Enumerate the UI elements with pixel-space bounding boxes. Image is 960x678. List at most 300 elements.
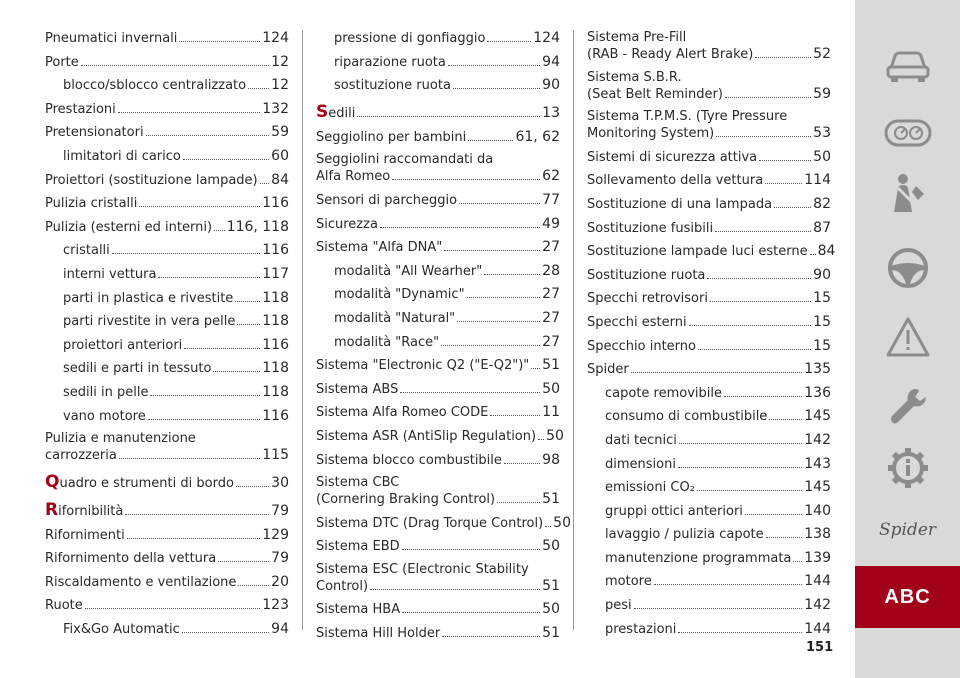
index-entry [45,337,289,354]
entry-label-cont: carrozzeria [45,448,117,464]
index-entry-line [316,562,560,578]
entry-page: 116 [262,242,289,259]
entry-page: 87 [813,219,831,236]
entry-page: 116 [262,407,289,424]
index-entry [316,381,560,398]
index-entry [45,408,289,425]
leader-dots [148,419,261,420]
entry-page: 59 [813,85,831,102]
entry-page: 62 [542,168,560,185]
leader-dots [184,348,260,349]
entry-page: 12 [271,53,289,70]
leader-dots [112,253,260,254]
leader-dots [158,277,260,278]
entry-page: 11 [542,404,560,421]
leader-dots [127,538,261,539]
entry-label: Sistema Alfa Romeo CODE [316,405,489,421]
leader-dots [765,183,802,184]
leader-dots [248,88,269,89]
entry-label: Fix&Go Automatic [63,622,180,638]
index-entry [45,77,289,94]
leader-dots [237,324,260,325]
leader-dots [755,57,811,58]
entry-page: 27 [542,286,560,303]
index-entry [45,502,289,520]
entry-label: ifornibilità [58,504,124,520]
entry-label: Porte [45,54,79,70]
entry-page: 144 [804,573,831,590]
entry-label: Rifornimenti [45,527,125,543]
entry-label: Sostituzione lampade luci esterne [587,244,808,260]
warning-triangle-icon[interactable] [855,316,960,358]
index-entry [587,30,831,63]
index-entry [45,124,289,141]
index-entry [587,408,831,425]
entry-label: Rifornimento della vettura [45,551,217,567]
entry-label: Riscaldamento e ventilazione [45,574,237,590]
leader-dots [679,443,802,444]
entry-label: Sistema S.B.R. [587,69,682,85]
index-entry [45,527,289,544]
index-entry-line [587,125,831,142]
index-entry [45,195,289,212]
entry-label: sedili e parti in tessuto [63,361,212,377]
entry-label: prestazioni [605,621,677,637]
index-entry [45,30,289,47]
leader-dots [793,561,802,562]
entry-label: modalità "All Wearher" [334,263,483,279]
leader-dots [150,395,260,396]
leader-dots [459,203,540,204]
index-column-3 [587,30,836,644]
entry-page: 50 [542,601,560,618]
leader-dots [689,325,812,326]
index-entry [45,219,289,236]
entry-label: Spider [587,362,629,378]
index-entry-line [316,152,560,168]
index-entry [45,54,289,71]
entry-label: sedili in pelle [63,384,149,400]
entry-label: Sensori di parcheggio [316,192,458,208]
entry-label-cont: Alfa Romeo [316,169,391,185]
entry-label: Sostituzione fusibili [587,220,714,236]
index-entry [45,431,289,464]
entry-page: 27 [542,333,560,350]
entry-page: 116 [262,195,289,212]
entry-label: Sistema HBA [316,602,401,618]
entry-label: interni vettura [63,266,157,282]
entry-label: Sistema Hill Holder [316,626,441,642]
entry-label: modalità "Race" [334,334,440,350]
entry-label: Sistema DTC (Drag Torque Control) [316,515,544,531]
entry-page: 50 [542,538,560,555]
entry-page: 116 [262,336,289,353]
leader-dots [179,41,260,42]
entry-page: 94 [271,621,289,638]
leader-dots [119,458,260,459]
index-entry [587,456,831,473]
index-entry [587,149,831,166]
entry-label: emissioni CO₂ [605,480,695,496]
entry-label: Prestazioni [45,101,116,117]
index-entry [587,573,831,590]
leader-dots [139,206,260,207]
index-entry [587,597,831,614]
index-entry [316,129,560,146]
column-divider [302,30,303,630]
leader-dots [214,230,225,231]
leader-dots [125,514,269,515]
seatbelt-person-icon[interactable] [855,172,960,216]
index-entry [45,597,289,614]
index-entry-line [316,491,560,508]
leader-dots [453,88,540,89]
leader-dots [357,116,540,117]
entry-label: Ruote [45,598,83,614]
gear-info-icon[interactable] [855,446,960,490]
leader-dots [85,608,261,609]
column-divider [573,30,574,630]
leader-dots [724,396,802,397]
index-entry [316,239,560,256]
entry-label-cont: Control) [316,578,369,594]
entry-page: 15 [813,313,831,330]
dashboard-gauges-icon[interactable] [855,118,960,148]
entry-label: Sistema Pre-Fill [587,30,687,45]
index-entry-line [45,431,289,447]
leader-dots [745,514,802,515]
leader-dots [759,160,811,161]
leader-dots [444,250,540,251]
index-entry [45,313,289,330]
leader-dots [697,490,802,491]
wrench-icon[interactable] [855,385,960,429]
entry-page: 27 [542,239,560,256]
index-entry-line [316,475,560,491]
leader-dots [392,179,540,180]
leader-dots [402,612,540,613]
index-entry [587,70,831,103]
leader-dots [183,159,269,160]
index-entry [587,385,831,402]
leader-dots [402,549,541,550]
leader-dots [182,632,269,633]
index-entry-line [316,578,560,595]
entry-page: 51 [542,357,560,374]
entry-label-cont: Monitoring System) [587,126,715,142]
leader-dots [118,112,261,113]
tab-abc[interactable]: ABC [855,566,960,628]
entry-label: modalità "Natural" [334,310,456,326]
entry-page: 15 [813,290,831,307]
entry-page: 132 [262,100,289,117]
index-entry [587,196,831,213]
leader-dots [766,537,803,538]
entry-page: 139 [804,549,831,566]
entry-label: lavaggio / pulizia capote [605,527,764,543]
entry-page: 136 [804,384,831,401]
leader-dots [716,136,811,137]
entry-page: 51 [542,491,560,508]
entry-label: Seggiolini raccomandati da [316,152,494,168]
entry-page: 90 [542,77,560,94]
index-entry-line [587,70,831,86]
section-letter: Q [45,472,60,493]
entry-label: cristalli [63,243,110,259]
leader-dots [631,372,803,373]
index-entry [45,266,289,283]
entry-label: pesi [605,598,632,614]
entry-label: Sicurezza [316,216,378,232]
index-entry [316,192,560,209]
entry-label: Sistema "Electronic Q2 ("E-Q2")" [316,358,530,374]
entry-page: 77 [542,191,560,208]
index-entry [316,625,560,642]
entry-page: 94 [542,53,560,70]
entry-page: 124 [262,30,289,46]
leader-dots [457,321,540,322]
entry-label-cont: (RAB - Ready Alert Brake) [587,47,754,62]
entry-label: Sistema T.P.M.S. (Tyre Pressure [587,109,788,125]
entry-page: 79 [271,550,289,567]
entry-label: manutenzione programmata [605,550,792,566]
index-entry [587,526,831,543]
index-entry [316,77,560,94]
index-entry [587,290,831,307]
leader-dots [707,278,811,279]
entry-page: 49 [542,215,560,232]
entry-label: uadro e strumenti di bordo [59,476,234,492]
entry-label: dati tecnici [605,432,677,448]
index-entry-line [45,447,289,464]
leader-dots [531,368,540,369]
entry-label: Seggiolino per bambini [316,129,467,145]
leader-dots [235,301,260,302]
leader-dots [490,415,540,416]
leader-dots [715,231,811,232]
index-entry [316,475,560,508]
entry-label: Specchi esterni [587,314,687,330]
index-entry [587,243,836,260]
entry-label: sostituzione ruota [334,78,451,94]
index-entry [587,621,831,638]
spider-logo: Spider [878,520,937,540]
leader-dots [448,65,540,66]
entry-label: dimensioni [605,456,676,472]
index-column-1 [45,30,289,645]
page-number: 151 [806,640,834,655]
leader-dots [146,135,270,136]
entry-label: Sistema CBC [316,475,400,491]
entry-page: 61, 62 [515,128,560,145]
index-entry [316,286,560,303]
entry-page: 118 [262,360,289,377]
index-entry [45,148,289,165]
index-entry-line [316,168,560,185]
entry-label: Pulizia e manutenzione [45,431,196,447]
entry-page: 60 [271,147,289,164]
index-entry [316,562,560,595]
entry-label: Specchi retrovisori [587,291,708,307]
leader-dots [654,584,803,585]
entry-label: riparazione ruota [334,54,446,70]
entry-label: Pulizia cristalli [45,196,138,212]
entry-page: 79 [271,503,289,520]
index-entry [316,216,560,233]
entry-page: 50 [553,514,571,531]
leader-dots [238,585,269,586]
entry-label: Sistemi di sicurezza attiva [587,149,758,165]
entry-page: 145 [804,479,831,496]
entry-label: Sistema ESC (Electronic Stability [316,561,529,577]
index-entry [587,338,831,355]
entry-page: 143 [804,455,831,472]
entry-page: 135 [804,361,831,378]
entry-page: 142 [804,431,831,448]
entry-page: 140 [804,502,831,519]
entry-page: 20 [271,573,289,590]
entry-label: gruppi ottici anteriori [605,503,743,519]
index-entry [316,54,560,71]
leader-dots [497,502,540,503]
index-entry [316,152,560,185]
entry-page: 50 [542,380,560,397]
leader-dots [467,297,541,298]
index-entry [45,101,289,118]
leader-dots [545,526,551,527]
index-entry [316,30,560,47]
entry-label: modalità "Dynamic" [334,287,465,303]
leader-dots [260,183,270,184]
entry-page: 51 [542,577,560,594]
entry-page: 142 [804,597,831,614]
entry-page: 145 [804,408,831,425]
index-entry [316,514,571,532]
index-entry [587,172,831,189]
entry-page: 90 [813,266,831,283]
index-entry [45,574,289,591]
entry-page: 51 [542,625,560,642]
entry-page: 30 [271,475,289,492]
entry-page: 98 [542,451,560,468]
leader-dots [380,227,540,228]
entry-label: limitatori di carico [63,148,181,164]
entry-page: 53 [813,125,831,142]
index-entry [316,263,560,280]
index-entry [316,310,560,327]
leader-dots [538,439,544,440]
index-entry [45,384,289,401]
index-entry [587,220,831,237]
car-icon[interactable] [855,48,960,84]
section-letter: S [316,102,329,123]
index-entry [587,361,831,378]
entry-page: 117 [262,265,289,282]
entry-page: 124 [533,30,560,46]
entry-label: Sostituzione ruota [587,267,706,283]
index-entry [587,550,831,567]
entry-page: 123 [262,597,289,614]
index-entry [587,432,831,449]
entry-page: 116, 118 [226,218,289,235]
entry-page: 144 [804,620,831,637]
index-entry [316,601,560,618]
entry-page: 15 [813,337,831,354]
entry-label: capote removibile [605,385,722,401]
entry-page: 84 [817,243,836,260]
leader-dots [774,207,811,208]
index-entry-line [587,109,831,125]
index-entry [587,479,831,496]
entry-label: consumo di combustibile [605,409,768,425]
index-entry [45,242,289,259]
section-letter: R [45,500,59,521]
entry-page: 28 [542,262,560,279]
entry-label: Sollevamento della vettura [587,173,764,189]
entry-label: edili [328,106,356,122]
entry-label-cont: (Cornering Braking Control) [316,492,496,508]
index-entry [45,550,289,567]
leader-dots [441,345,540,346]
leader-dots [634,608,803,609]
entry-page: 50 [813,148,831,165]
entry-page: 13 [542,105,560,122]
entry-label: Proiettori (sostituzione lampade) [45,172,258,188]
index-entry [45,360,289,377]
leader-dots [678,632,802,633]
steering-wheel-icon[interactable] [855,246,960,290]
leader-dots [218,561,269,562]
leader-dots [400,392,540,393]
entry-page: 138 [804,526,831,543]
entry-label: Sistema "Alfa DNA" [316,240,443,256]
index-entry-line [587,86,831,103]
index-entry [316,104,560,122]
leader-dots [678,467,802,468]
entry-page: 118 [262,289,289,306]
entry-label: Pretensionatori [45,125,144,141]
index-entry [587,314,831,331]
entry-label: Pneumatici invernali [45,31,178,46]
leader-dots [484,274,540,275]
entry-label: blocco/sblocco centralizzato [63,78,247,94]
entry-label: Sostituzione di una lampada [587,196,773,212]
entry-page: 115 [262,447,289,464]
leader-dots [81,65,269,66]
leader-dots [810,254,816,255]
leader-dots [213,371,260,372]
entry-label: vano motore [63,408,146,424]
entry-label: proiettori anteriori [63,337,183,353]
leader-dots [710,301,811,302]
leader-dots [487,41,531,42]
index-entry-line [587,46,831,63]
index-entry [316,452,560,469]
entry-page: 129 [262,526,289,543]
index-entry [316,404,560,421]
leader-dots [370,589,540,590]
entry-label: pressione di gonfiaggio [334,31,486,46]
entry-label: Sistema ASR (AntiSlip Regulation) [316,428,537,444]
index-entry [45,172,289,189]
section-sidebar [855,0,960,678]
entry-label: Sistema ABS [316,381,399,397]
entry-label: Specchio interno [587,338,696,354]
entry-label: motore [605,574,652,590]
entry-label-cont: (Seat Belt Reminder) [587,86,723,102]
index-entry [45,621,289,638]
entry-label: parti rivestite in vera pelle [63,314,236,330]
